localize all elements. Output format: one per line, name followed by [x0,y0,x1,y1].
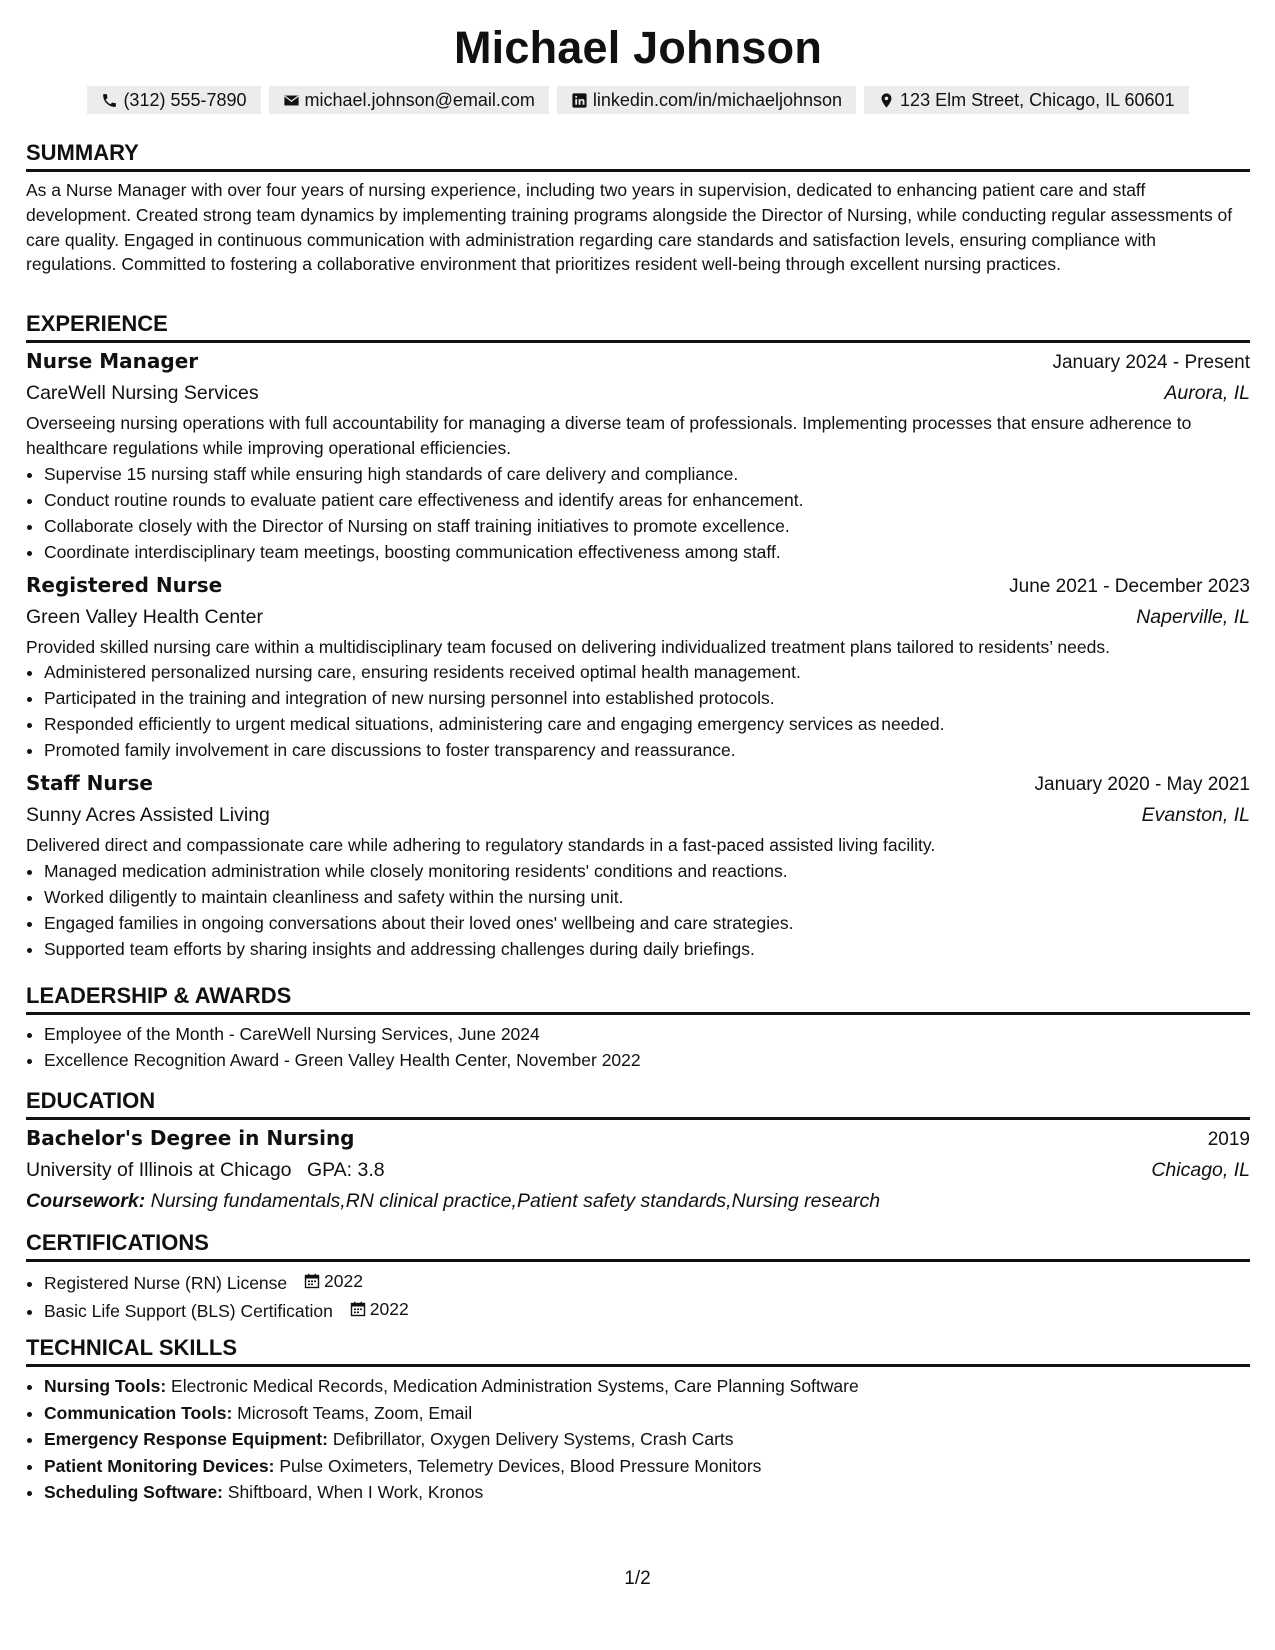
skill-value: Pulse Oximeters, Telemetry Devices, Blood Pressure Monitors [279,1455,762,1476]
job-bullet: • Managed medication administration while closely monitoring residents' conditions and reactions. [44,858,1250,884]
degree-title: Bachelor's Degree in Nursing [26,1126,355,1150]
contact-phone-text: (312) 555-7890 [123,89,247,110]
skill-label: Nursing Tools: [44,1376,167,1396]
skill-value: Defibrillator, Oxygen Delivery Systems, Crash Carts [332,1429,734,1449]
summary-section [26,140,1250,277]
school-location: Chicago, IL [1151,1159,1250,1181]
skill-item [44,1400,1250,1427]
graduation-year: 2019 [1207,1129,1250,1150]
job-bullet: • Administered personalized nursing care, ensuring residents received optimal health management. [44,659,1250,685]
job-bullet: • Supervise 15 nursing staff while ensuring high standards of care delivery and compliance. [44,461,1250,487]
certification-item [44,1296,1250,1324]
summary-text: As a Nurse Manager with over four years of nursing experience, including two years in supervision, dedicated to enhancing patient care and staff development. Created strong team dynamics by implementing training programs alongside the Director of Nursing, while conducting regular assessments of care quality. Engaged in continuous communication with administration regarding care standards and satisfaction levels, ensuring compliance with regulations. Committed to fostering a collaborative environment that prioritizes resident well-being through excellent nursing practices. [26,180,1233,275]
certifications-section [26,1230,1250,1324]
job-company: Sunny Acres Assisted Living [26,804,270,827]
experience-section [26,311,1250,962]
job-entry [26,573,1250,764]
skill-value: Electronic Medical Records, Medication Administration Systems, Care Planning Software [171,1376,859,1396]
section-title-certifications: CERTIFICATIONS [26,1230,1250,1262]
job-bullet: • Supported team efforts by sharing insights and addressing challenges during daily briefings. [44,936,1250,962]
phone-icon [101,92,118,109]
skill-item [44,1479,1250,1506]
section-title-education: EDUCATION [26,1088,1250,1120]
page-number: 1/2 [624,1568,651,1589]
calendar-icon [350,1301,366,1317]
contact-address-text: 123 Elm Street, Chicago, IL 60601 [900,89,1175,110]
job-bullet: • Collaborate closely with the Director of Nursing on staff training initiatives to promote excellence. [44,513,1250,539]
education-section [26,1088,1250,1213]
section-title-skills: TECHNICAL SKILLS [26,1335,1250,1367]
job-title: Nurse Manager [26,349,199,373]
calendar-icon [304,1273,320,1289]
section-title-experience: EXPERIENCE [26,311,1250,343]
job-bullet: • Engaged families in ongoing conversations about their loved ones' wellbeing and care strategies. [44,910,1250,936]
job-bullet: • Participated in the training and integration of new nursing personnel into established protocols. [44,685,1250,711]
school-name: University of Illinois at Chicago [26,1159,292,1181]
skill-label: Scheduling Software: [44,1482,223,1502]
map-marker-icon [878,92,895,109]
certification-name: Basic Life Support (BLS) Certification [44,1301,333,1321]
skill-item [44,1373,1250,1400]
job-dates: January 2020 - May 2021 [1034,774,1250,796]
envelope-icon [283,92,300,109]
section-title-leadership: LEADERSHIP & AWARDS [26,983,1250,1015]
contact-linkedin[interactable] [557,86,856,114]
contact-email-text: michael.johnson@email.com [304,89,535,110]
coursework-list: Nursing fundamentals,RN clinical practice,Patient safety standards,Nursing research [150,1190,881,1212]
skill-item [44,1426,1250,1453]
job-location: Aurora, IL [1164,382,1250,404]
job-bullet: • Responded efficiently to urgent medical situations, administering care and engaging emergency services as needed. [44,711,1250,737]
section-title-summary: SUMMARY [26,140,1250,172]
skill-label: Communication Tools: [44,1402,233,1423]
skill-item [44,1453,1250,1480]
leadership-section [26,983,1250,1073]
certification-name: Registered Nurse (RN) License [44,1273,288,1293]
contact-address [864,86,1189,114]
skill-label: Patient Monitoring Devices: [44,1455,275,1476]
linkedin-icon [571,92,588,109]
contact-bar [26,86,1250,114]
job-description: Provided skilled nursing care within a multidisciplinary team focused on delivering individualized treatment plans tailored to residents’ needs. [26,636,1110,657]
certification-year: 2022 [324,1271,363,1291]
contact-phone[interactable] [87,86,260,114]
skills-section [26,1335,1250,1506]
job-bullet: • Conduct routine rounds to evaluate patient care effectiveness and identify areas for enhancement. [44,487,1250,513]
job-bullet: • Worked diligently to maintain cleanliness and safety within the nursing unit. [44,884,1250,910]
certification-item [44,1268,1250,1296]
job-entry [26,349,1250,565]
candidate-name: Michael Johnson [453,22,823,73]
skill-value: Shiftboard, When I Work, Kronos [227,1482,484,1502]
job-company: CareWell Nursing Services [26,382,259,404]
job-title: Registered Nurse [26,572,223,597]
job-entry [26,771,1250,962]
contact-linkedin-text: linkedin.com/in/michaeljohnson [592,89,843,110]
coursework [26,1190,1250,1213]
job-location: Naperville, IL [1136,605,1250,628]
certification-year: 2022 [369,1299,409,1319]
job-dates: January 2024 - Present [1052,352,1250,373]
skill-label: Emergency Response Equipment: [44,1429,328,1449]
job-bullet: • Promoted family involvement in care discussions to foster transparency and reassurance. [44,737,1250,763]
job-bullet: • Coordinate interdisciplinary team meetings, boosting communication effectiveness among staff. [44,539,1250,565]
job-dates: June 2021 - December 2023 [1009,575,1250,597]
gpa: GPA: 3.8 [306,1159,385,1181]
coursework-label: Coursework: [26,1190,146,1212]
job-description: Delivered direct and compassionate care while adhering to regulatory standards in a fast-paced assisted living facility. [26,835,936,856]
award-item: • Excellence Recognition Award - Green Valley Health Center, November 2022 [44,1047,1250,1073]
job-location: Evanston, IL [1141,804,1250,827]
skill-value: Microsoft Teams, Zoom, Email [237,1402,473,1423]
job-title: Staff Nurse [26,771,153,796]
job-description: Overseeing nursing operations with full accountability for managing a diverse team of professionals. Implementing processes that ensure adherence to healthcare regulations while improving operational efficiencies. [26,413,1192,458]
contact-email[interactable] [269,86,549,114]
job-company: Green Valley Health Center [26,605,264,628]
award-item: • Employee of the Month - CareWell Nursing Services, June 2024 [44,1021,1250,1047]
resume-page [26,0,1250,1502]
